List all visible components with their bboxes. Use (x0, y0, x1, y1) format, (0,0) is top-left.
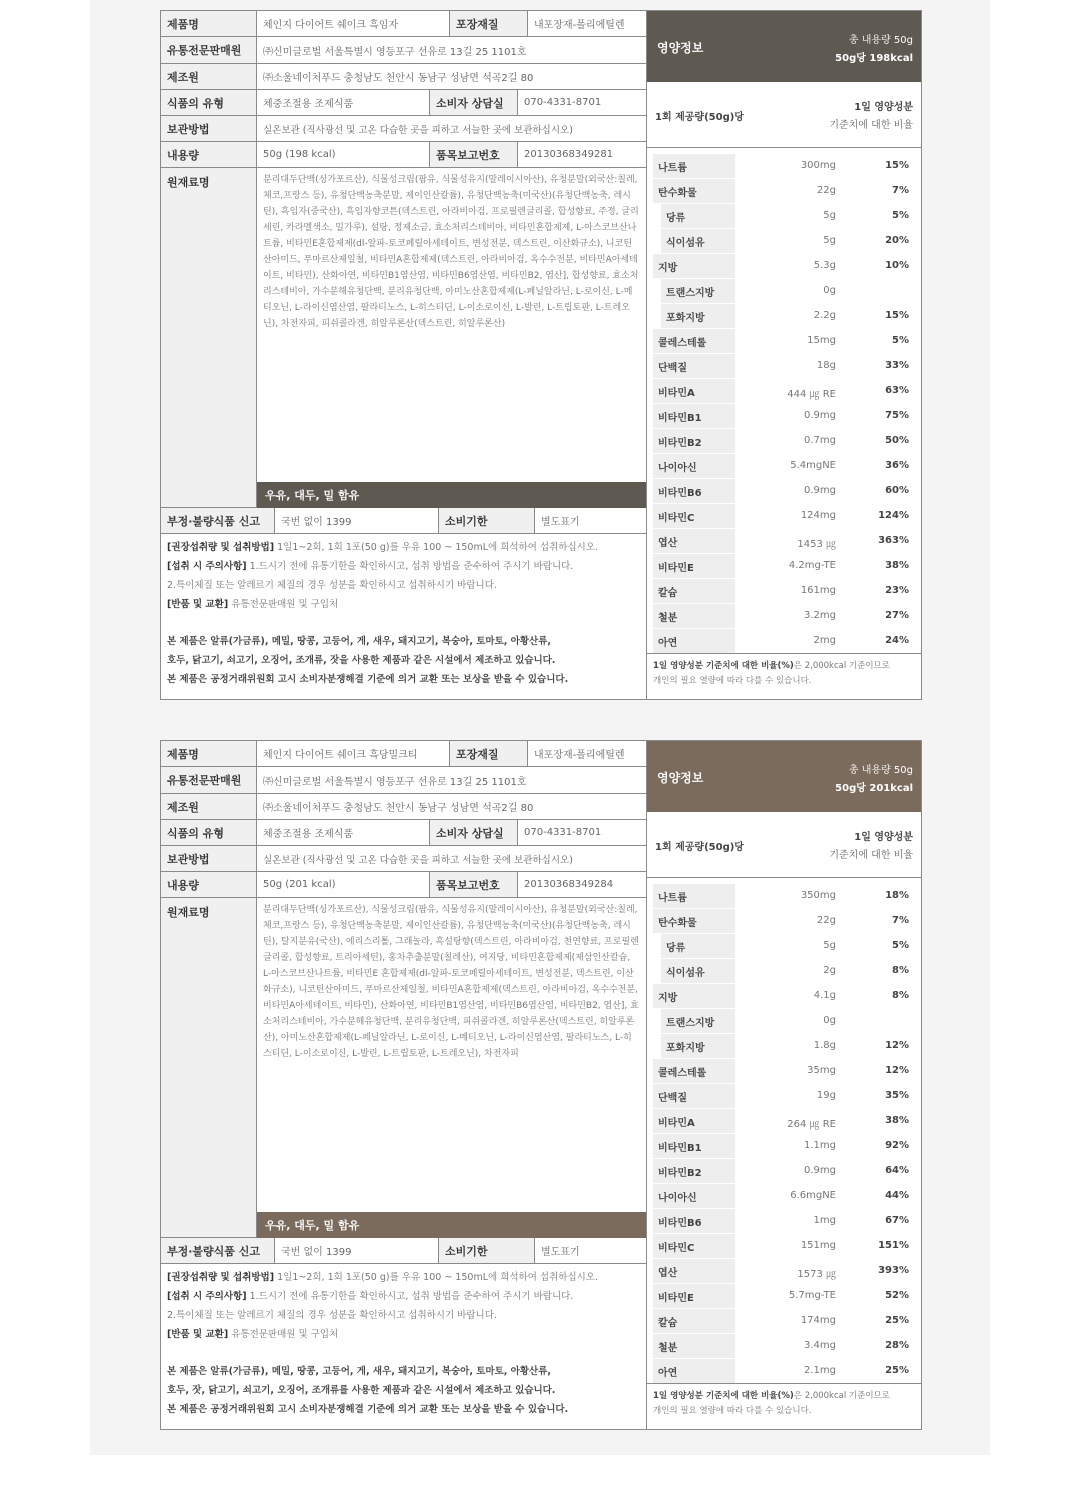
nutrient-amount: 1453 ㎍ (797, 539, 836, 550)
nutrient-name: 비타민B2 (653, 429, 735, 453)
label-seller: 유통전문판매원 (161, 37, 257, 63)
nutrient-name: 탄수화물 (653, 909, 735, 933)
nutrient-daily-percent: 23% (885, 585, 909, 596)
nutrient-amount: 5g (823, 210, 836, 221)
serving-row (647, 812, 921, 878)
total-weight: 총 내용량 50g (848, 35, 913, 46)
row-manufacturer (161, 64, 646, 90)
nutrient-amount: 4.1g (813, 990, 836, 1001)
nutrient-row (647, 604, 921, 629)
nutrient-name: 철분 (653, 1334, 735, 1358)
label-food-type: 식품의 유형 (161, 820, 257, 845)
nutrient-daily-percent: 50% (885, 435, 909, 446)
nutrient-row (647, 1109, 921, 1134)
report-no-value: 20130368349284 (524, 879, 614, 890)
nutrient-name: 포화지방 (661, 304, 735, 328)
label-content: 내용량 (161, 872, 257, 897)
nutrition-header (647, 11, 921, 82)
product-info-table (161, 741, 646, 1429)
nutrient-row (647, 354, 921, 379)
label-defect-report: 부정·불량식품 신고 (161, 1238, 275, 1263)
nutrient-row (647, 479, 921, 504)
nutrient-row (647, 229, 921, 254)
nutrient-amount: 5g (823, 235, 836, 246)
defect-report-value: 국번 없이 1399 (275, 1238, 439, 1263)
content-value: 50g (198 kcal) (257, 142, 430, 167)
nutrition-title: 영양정보 (657, 41, 704, 55)
nutrient-amount: 4.2mg-TE (788, 560, 836, 571)
nutrition-header (647, 741, 921, 812)
product-name-value: 체인지 다이어트 쉐이크 흑당밀크티 (257, 741, 450, 766)
nutrient-daily-percent: 5% (892, 335, 909, 346)
row-defect-report (161, 508, 646, 534)
label-packaging: 포장재질 (450, 11, 528, 36)
nutrient-daily-percent: 25% (885, 1315, 909, 1326)
nutrient-name: 식이섬유 (661, 229, 735, 253)
label-consumer-center: 소비자 상담실 (430, 820, 518, 845)
refund-label: [반품 및 교환] (167, 599, 229, 610)
kcal-per-serving: 50g당 201kcal (835, 783, 913, 794)
nutrient-row (647, 1209, 921, 1234)
nutrient-row (647, 934, 921, 959)
ingredients-text (257, 898, 646, 1212)
caution-text-2: 2.특이체질 또는 알레르기 체질의 경우 성분을 확인하시고 섭취하시기 바랍니다. (167, 580, 497, 591)
nutrient-daily-percent: 5% (892, 940, 909, 951)
nutrition-footnote (647, 653, 921, 700)
nutrient-amount: 5.4mgNE (790, 460, 836, 471)
food-type-value: 체중조절용 조제식품 (257, 90, 430, 115)
nutrient-daily-percent: 35% (885, 1090, 909, 1101)
nutrient-daily-percent: 67% (885, 1215, 909, 1226)
nutrient-row (647, 154, 921, 179)
nutrient-amount: 161mg (800, 585, 836, 596)
kcal-per-serving: 50g당 198kcal (835, 53, 913, 64)
caution-label: [섭취 시 주의사항] (167, 1291, 247, 1302)
footnote-text-2: 개인의 필요 열량에 따라 다를 수 있습니다. (653, 676, 812, 686)
nutrient-name: 콜레스테롤 (653, 1059, 735, 1083)
nutrient-daily-percent: 63% (885, 385, 909, 396)
nutrient-amount: 2.1mg (804, 1365, 836, 1376)
nutrient-name: 트랜스지방 (661, 1009, 735, 1033)
nutrient-amount: 3.4mg (804, 1340, 836, 1351)
nutrient-row (647, 984, 921, 1009)
nutrient-daily-percent: 44% (885, 1190, 909, 1201)
row-product-name (161, 11, 646, 37)
nutrient-row (647, 1359, 921, 1384)
nutrient-daily-percent: 15% (885, 310, 909, 321)
ingredients-value: 분리대두단백(싱가포르산), 식물성크림(팜유, 식물성유지(말레이시아산), 유청분말(외국산:칠레,체코,프랑스 등), 유청단백농축분말, 제이인산칼륨), 유청단백농축(미국산)(유청단백농축, 레시틴), 탈지분유(국산), 에리스리톨, 그래놀라, 흑설탕향(덱스트린, 아라비아검, 천연향료, 프로필렌글리콜, 합성향료, 트리아세틴), 홍차추출분말(칠레산), 여지당, 비타민혼합제제(제삼인산칼슘, L-아스코브산나트륨, 비타민E 혼합제제(dl-알파-토코페릴아세테이트, 변성전분, 덱스트린, 이산화규소), 니코틴산아미드, 푸마르산제일철, 비타민A혼합제제(덱스트린, 아라비아검, 옥수수전분, 비타민A아세테이트, 비타민), 산화아연, 비타민B1염산염, 비타민B6염산염, 비타민B2, 엽산], 효소처리스테비아, 가수분해유청단백, 분리유청단백, 피쉬콜라겐, 히알루론산(덱스트린, 히알루론산), 아미노산혼합제제(L-페닐알라닌, L-로이신, L-메티오닌, L-라이신염산염, 팔라티노스, L-히스티딘, L-이소로이신, L-발린, L-트립토판, L-트레오닌), 차전자피 (263, 905, 639, 1059)
nutrient-row (647, 1184, 921, 1209)
nutrient-name: 비타민B2 (653, 1159, 735, 1183)
daily-value-subheading: 기준치에 대한 비율 (829, 850, 913, 861)
nutrient-name: 엽산 (653, 529, 735, 553)
storage-value: 실온보관 (직사광선 및 고온 다습한 곳을 피하고 서늘한 곳에 보관하십시오) (263, 854, 573, 866)
label-storage: 보관방법 (161, 116, 257, 141)
intake-label: [권장섭취량 및 섭취방법] (167, 542, 275, 553)
row-seller (161, 767, 646, 794)
row-food-type (161, 820, 646, 846)
row-content (161, 872, 646, 898)
row-storage (161, 846, 646, 872)
nutrient-amount: 350mg (800, 890, 836, 901)
refund-text: 유통전문판매원 및 구입처 (231, 599, 339, 610)
nutrient-name: 탄수화물 (653, 179, 735, 203)
nutrient-row (647, 629, 921, 654)
allergy-bar: 우유, 대두, 밀 함유 (257, 482, 646, 508)
nutrient-amount: 18g (816, 360, 836, 371)
ingredients-value: 분리대두단백(싱가포르산), 식물성크림(팜유, 식물성유지(말레이시아산), 유청분말(외국산:칠레,체코,프랑스 등), 유청단백농축분말, 제이인산칼륨), 유청단백농축(미국산)(유청단백농축, 레시틴), 흑임자(중국산), 흑임자향코튼(덱스트린, 아라비아검, 프로필렌글리콜, 합성향료, 주정, 글리세린, 카라멜색소, 밀가루), 설탕, 정제소금, 효소처리스테비아, 비타민혼합제제, L-아스코브산나트륨, 비타민E혼합제제(dl-알파-토코페릴아세테이트, 변성전분, 덱스트린, 이산화규소), 니코틴산아미드, 푸마르산제일철, 비타민A혼합제제(덱스트린, 아라비아검, 옥수수전분, 비타민A아세테이트, 비타민), 산화아연, 비타민B1염산염, 비타민B6염산염, 비타민B2, 엽산], 합성향료, 효소처리스테비아, 가수분해유청단백, 분리유청단백, 아미노산혼합제제(L-페닐알라닌, L-로이신, L-메티오닌, L-라이신염산염, 팔라티노스, L-히스티딘, L-이소로이신, L-발린, L-트립토판, L-트레오닌), 차전자피, 피쉬콜라겐, 히알루론산(덱스트린, 히알루론산) (263, 175, 639, 329)
seller-value: ㈜신미글로벌 서울특별시 영등포구 선유로 13길 25 1101호 (263, 46, 527, 58)
nutrient-daily-percent: 24% (885, 635, 909, 646)
packaging-value: 내포장재-폴리에틸렌 (534, 20, 625, 31)
nutrient-amount: 444 ㎍ RE (787, 389, 836, 400)
nutrient-daily-percent: 28% (885, 1340, 909, 1351)
label-product-name: 제품명 (161, 741, 257, 766)
nutrient-row (647, 254, 921, 279)
nutrient-daily-percent: 27% (885, 610, 909, 621)
nutrient-row (647, 1084, 921, 1109)
nutrient-name: 비타민C (653, 504, 735, 528)
nutrient-amount: 1mg (813, 1215, 836, 1226)
nutrient-daily-percent: 12% (885, 1040, 909, 1051)
caution-text-1: 1.드시기 전에 유통기한을 확인하시고, 섭취 방법을 준수하여 주시기 바랍니다. (249, 1291, 574, 1302)
nutrient-name: 당류 (661, 204, 735, 228)
nutrient-name: 트랜스지방 (661, 279, 735, 303)
nutrition-title: 영양정보 (657, 771, 704, 785)
nutrient-amount: 0g (823, 285, 836, 296)
nutrient-name: 엽산 (653, 1259, 735, 1283)
label-ingredients: 원재료명 (161, 898, 257, 1237)
nutrient-row (647, 554, 921, 579)
nutrient-row (647, 579, 921, 604)
product-name-value: 체인지 다이어트 쉐이크 흑임자 (257, 11, 450, 36)
label-manufacturer: 제조원 (161, 794, 257, 819)
nutrient-name: 콜레스테롤 (653, 329, 735, 353)
nutrient-name: 비타민A (653, 1109, 735, 1133)
nutrient-row (647, 279, 921, 304)
nutrient-daily-percent: 151% (878, 1240, 909, 1251)
nutrient-daily-percent: 393% (878, 1265, 909, 1276)
nutrient-amount: 19g (816, 1090, 836, 1101)
total-weight: 총 내용량 50g (848, 765, 913, 776)
nutrient-name: 칼슘 (653, 579, 735, 603)
label-product-name: 제품명 (161, 11, 257, 36)
nutrient-row (647, 504, 921, 529)
nutrient-amount: 0.7mg (804, 435, 836, 446)
nutrient-name: 나트륨 (653, 884, 735, 908)
nutrient-amount: 22g (816, 185, 836, 196)
nutrient-daily-percent: 92% (885, 1140, 909, 1151)
footnote-bold: 1일 영양성분 기준치에 대한 비율(%) (653, 661, 794, 671)
label-ingredients: 원재료명 (161, 168, 257, 507)
nutrient-name: 아연 (653, 629, 735, 653)
nutrient-row (647, 959, 921, 984)
caution-text-2: 2.특이체질 또는 알레르기 체질의 경우 성분을 확인하시고 섭취하시기 바랍니다. (167, 1310, 497, 1321)
nutrient-daily-percent: 36% (885, 460, 909, 471)
nutrient-amount: 1.8g (813, 1040, 836, 1051)
label-expiry: 소비기한 (439, 508, 535, 533)
serving-row (647, 82, 921, 148)
label-panel-2 (160, 740, 922, 1430)
intake-label: [권장섭취량 및 섭취방법] (167, 1272, 275, 1283)
nutrient-name: 단백질 (653, 354, 735, 378)
nutrient-amount: 0.9mg (804, 410, 836, 421)
row-food-type (161, 90, 646, 116)
nutrient-amount: 22g (816, 915, 836, 926)
nutrient-name: 비타민B6 (653, 1209, 735, 1233)
nutrient-row (647, 1309, 921, 1334)
row-ingredients (161, 168, 646, 508)
nutrient-amount: 6.6mgNE (790, 1190, 836, 1201)
nutrient-daily-percent: 75% (885, 410, 909, 421)
nutrient-daily-percent: 363% (878, 535, 909, 546)
nutrient-daily-percent: 18% (885, 890, 909, 901)
warning-line-1: 본 제품은 알류(가금류), 메밀, 땅콩, 고등어, 게, 새우, 돼지고기, 복숭아, 토마토, 아황산류, (167, 636, 551, 647)
nutrient-name: 철분 (653, 604, 735, 628)
warning-line-3: 본 제품은 공정거래위원회 고시 소비자분쟁해결 기준에 의거 교환 또는 보상을 받을 수 있습니다. (167, 674, 569, 685)
label-consumer-center: 소비자 상담실 (430, 90, 518, 115)
daily-value-heading: 1일 영양성분 (854, 102, 913, 113)
nutrient-amount: 15mg (807, 335, 836, 346)
label-panel-1 (160, 10, 922, 700)
nutrient-daily-percent: 10% (885, 260, 909, 271)
nutrition-facts (646, 11, 921, 699)
serving-label: 1회 제공량(50g)당 (655, 112, 744, 123)
label-report-no: 품목보고번호 (430, 142, 518, 167)
nutrient-name: 포화지방 (661, 1034, 735, 1058)
content-value: 50g (201 kcal) (257, 872, 430, 897)
nutrient-name: 비타민B6 (653, 479, 735, 503)
label-content: 내용량 (161, 142, 257, 167)
nutrient-row (647, 404, 921, 429)
refund-label: [반품 및 교환] (167, 1329, 229, 1340)
nutrient-row (647, 1159, 921, 1184)
nutrient-row (647, 1334, 921, 1359)
nutrient-name: 비타민B1 (653, 404, 735, 428)
nutrient-amount: 35mg (807, 1065, 836, 1076)
nutrient-name: 비타민E (653, 1284, 735, 1308)
consumer-center-value: 070-4331-8701 (524, 97, 602, 108)
nutrient-row (647, 304, 921, 329)
nutrient-daily-percent: 52% (885, 1290, 909, 1301)
nutrient-row (647, 1059, 921, 1084)
expiry-value: 별도표기 (541, 1247, 580, 1258)
nutrient-name: 나이아신 (653, 1184, 735, 1208)
nutrient-amount: 1573 ㎍ (797, 1269, 836, 1280)
nutrient-name: 지방 (653, 254, 735, 278)
intake-text: 1일1~2회, 1회 1포(50 g)를 우유 100 ~ 150mL에 희석하여 섭취하십시오. (277, 542, 598, 553)
nutrient-daily-percent: 33% (885, 360, 909, 371)
refund-text: 유통전문판매원 및 구입처 (231, 1329, 339, 1340)
nutrient-daily-percent: 7% (892, 185, 909, 196)
warning-line-1: 본 제품은 알류(가금류), 메밀, 땅콩, 고등어, 게, 새우, 돼지고기, 복숭아, 토마토, 아황산류, (167, 1366, 551, 1377)
nutrient-row (647, 179, 921, 204)
nutrient-name: 비타민B1 (653, 1134, 735, 1158)
manufacturer-value: ㈜소울네이처푸드 충청남도 천안시 동남구 성남면 석곡2길 80 (263, 73, 534, 84)
serving-label: 1회 제공량(50g)당 (655, 842, 744, 853)
caution-text-1: 1.드시기 전에 유통기한을 확인하시고, 섭취 방법을 준수하여 주시기 바랍니다. (249, 561, 574, 572)
notes-block (167, 1268, 641, 1419)
nutrient-amount: 300mg (800, 160, 836, 171)
nutrient-daily-percent: 7% (892, 915, 909, 926)
nutrient-row (647, 429, 921, 454)
label-defect-report: 부정·불량식품 신고 (161, 508, 275, 533)
warning-line-2: 호두, 잣, 닭고기, 쇠고기, 오징어, 조개류를 사용한 제품과 같은 시설에서 제조하고 있습니다. (167, 1385, 556, 1396)
nutrient-row (647, 454, 921, 479)
daily-value-heading: 1일 영양성분 (854, 832, 913, 843)
ingredients-text (257, 168, 646, 482)
nutrient-row (647, 529, 921, 554)
nutrient-amount: 2mg (813, 635, 836, 646)
nutrient-name: 아연 (653, 1359, 735, 1383)
label-food-type: 식품의 유형 (161, 90, 257, 115)
label-manufacturer: 제조원 (161, 64, 257, 89)
nutrient-amount: 0.9mg (804, 485, 836, 496)
defect-report-value: 국번 없이 1399 (275, 508, 439, 533)
nutrition-footnote (647, 1383, 921, 1430)
nutrient-row (647, 1259, 921, 1284)
nutrient-amount: 5.3g (813, 260, 836, 271)
nutrient-daily-percent: 25% (885, 1365, 909, 1376)
allergy-bar: 우유, 대두, 밀 함유 (257, 1212, 646, 1238)
warning-line-3: 본 제품은 공정거래위원회 고시 소비자분쟁해결 기준에 의거 교환 또는 보상을 받을 수 있습니다. (167, 1404, 569, 1415)
label-packaging: 포장재질 (450, 741, 528, 766)
manufacturer-value: ㈜소울네이처푸드 충청남도 천안시 동남구 성남면 석곡2길 80 (263, 803, 534, 814)
nutrient-amount: 174mg (800, 1315, 836, 1326)
product-info-table (161, 11, 646, 699)
nutrient-daily-percent: 15% (885, 160, 909, 171)
row-ingredients (161, 898, 646, 1238)
expiry-value: 별도표기 (541, 517, 580, 528)
nutrient-row (647, 1284, 921, 1309)
label-report-no: 품목보고번호 (430, 872, 518, 897)
nutrient-daily-percent: 8% (892, 965, 909, 976)
notes-block (167, 538, 641, 689)
nutrient-row (647, 1009, 921, 1034)
nutrient-name: 비타민C (653, 1234, 735, 1258)
nutrient-row (647, 329, 921, 354)
nutrient-name: 단백질 (653, 1084, 735, 1108)
nutrient-row (647, 909, 921, 934)
nutrition-facts (646, 741, 921, 1429)
nutrient-daily-percent: 5% (892, 210, 909, 221)
nutrient-name: 식이섬유 (661, 959, 735, 983)
packaging-value: 내포장재-폴리에틸렌 (534, 750, 625, 761)
row-product-name (161, 741, 646, 767)
nutrient-amount: 124mg (800, 510, 836, 521)
caution-label: [섭취 시 주의사항] (167, 561, 247, 572)
nutrient-name: 비타민E (653, 554, 735, 578)
nutrient-row (647, 379, 921, 404)
report-no-value: 20130368349281 (524, 149, 614, 160)
nutrient-name: 칼슘 (653, 1309, 735, 1333)
footnote-text-2: 개인의 필요 열량에 따라 다를 수 있습니다. (653, 1406, 812, 1416)
nutrient-daily-percent: 12% (885, 1065, 909, 1076)
label-expiry: 소비기한 (439, 1238, 535, 1263)
nutrient-amount: 2g (823, 965, 836, 976)
nutrient-name: 비타민A (653, 379, 735, 403)
label-storage: 보관방법 (161, 846, 257, 871)
nutrient-row (647, 884, 921, 909)
row-storage (161, 116, 646, 142)
nutrient-name: 지방 (653, 984, 735, 1008)
nutrient-daily-percent: 8% (892, 990, 909, 1001)
row-seller (161, 37, 646, 64)
food-type-value: 체중조절용 조제식품 (257, 820, 430, 845)
seller-value: ㈜신미글로벌 서울특별시 영등포구 선유로 13길 25 1101호 (263, 776, 527, 788)
storage-value: 실온보관 (직사광선 및 고온 다습한 곳을 피하고 서늘한 곳에 보관하십시오) (263, 124, 573, 136)
nutrient-amount: 5.7mg-TE (788, 1290, 836, 1301)
nutrient-row (647, 204, 921, 229)
footnote-bold: 1일 영양성분 기준치에 대한 비율(%) (653, 1391, 794, 1401)
row-defect-report (161, 1238, 646, 1264)
footnote-text-1: 은 2,000kcal 기준이므로 (793, 1391, 890, 1401)
row-content (161, 142, 646, 168)
row-manufacturer (161, 794, 646, 820)
nutrient-amount: 5g (823, 940, 836, 951)
nutrient-row (647, 1234, 921, 1259)
label-seller: 유통전문판매원 (161, 767, 257, 793)
nutrient-name: 나트륨 (653, 154, 735, 178)
nutrient-daily-percent: 64% (885, 1165, 909, 1176)
nutrient-row (647, 1134, 921, 1159)
nutrient-name: 당류 (661, 934, 735, 958)
nutrient-daily-percent: 20% (885, 235, 909, 246)
nutrient-amount: 151mg (800, 1240, 836, 1251)
nutrient-amount: 0g (823, 1015, 836, 1026)
nutrient-daily-percent: 38% (885, 1115, 909, 1126)
warning-line-2: 호두, 닭고기, 쇠고기, 오징어, 조개류, 잣을 사용한 제품과 같은 시설에서 제조하고 있습니다. (167, 655, 556, 666)
nutrient-amount: 1.1mg (804, 1140, 836, 1151)
consumer-center-value: 070-4331-8701 (524, 827, 602, 838)
nutrient-daily-percent: 38% (885, 560, 909, 571)
nutrient-name: 나이아신 (653, 454, 735, 478)
nutrient-amount: 3.2mg (804, 610, 836, 621)
nutrient-daily-percent: 124% (878, 510, 909, 521)
footnote-text-1: 은 2,000kcal 기준이므로 (793, 661, 890, 671)
nutrient-daily-percent: 60% (885, 485, 909, 496)
nutrient-amount: 0.9mg (804, 1165, 836, 1176)
nutrient-amount: 2.2g (813, 310, 836, 321)
nutrient-row (647, 1034, 921, 1059)
nutrient-amount: 264 ㎍ RE (787, 1119, 836, 1130)
daily-value-subheading: 기준치에 대한 비율 (829, 120, 913, 131)
intake-text: 1일1~2회, 1회 1포(50 g)를 우유 100 ~ 150mL에 희석하여 섭취하십시오. (277, 1272, 598, 1283)
